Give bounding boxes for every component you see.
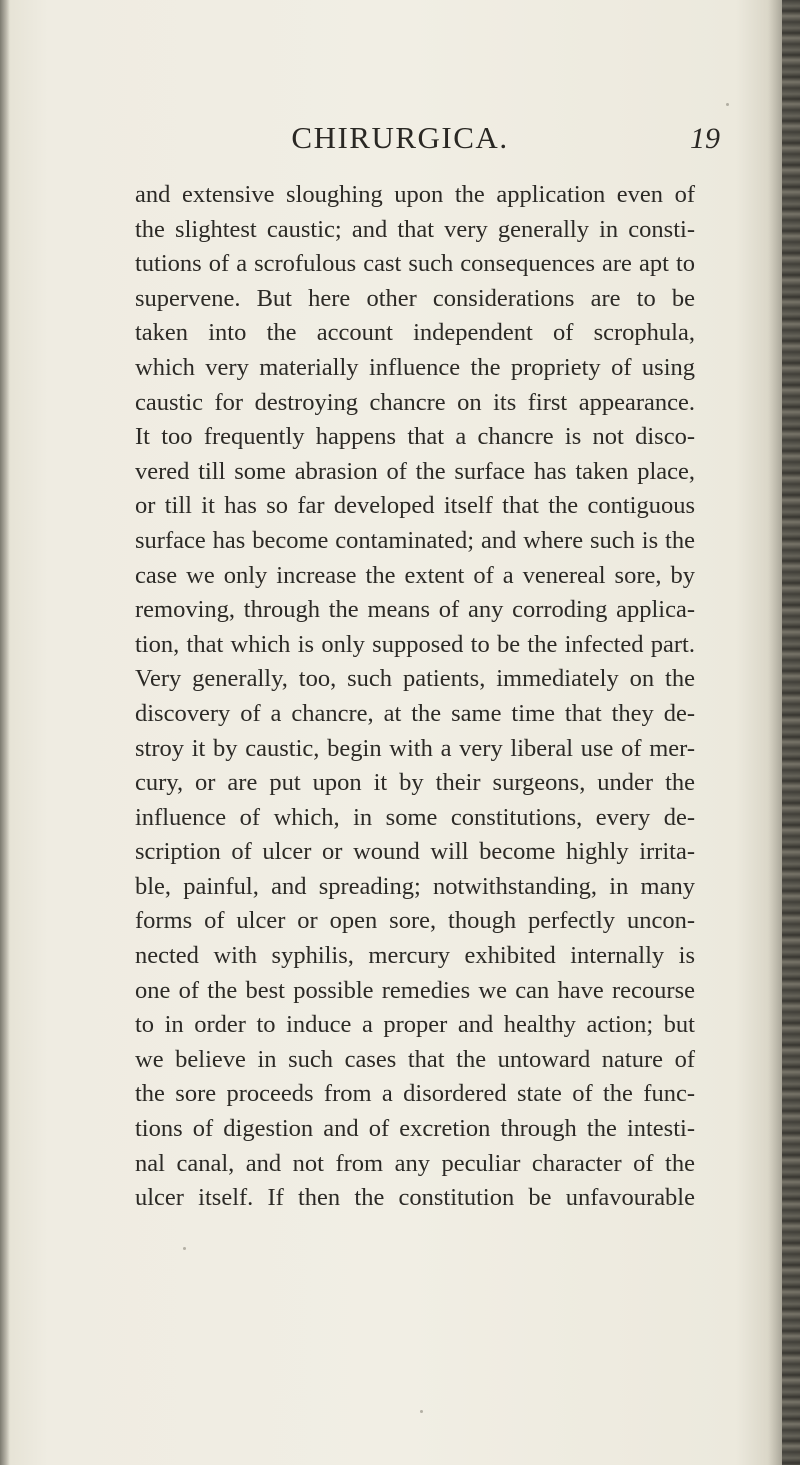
text-line: to in order to induce a proper and healthy action; but (135, 1011, 695, 1039)
running-head: CHIRURGICA. (291, 120, 509, 155)
page-header (0, 120, 800, 164)
text-line: which very materially influence the propriety of using (135, 353, 695, 381)
text-line: surface has become contaminated; and where such is the (135, 526, 695, 554)
text-line: scription of ulcer or wound will become highly irrita- (135, 838, 695, 866)
text-line: cury, or are put upon it by their surgeons, under the (135, 769, 695, 797)
text-line: taken into the account independent of scrophula, (135, 319, 695, 347)
text-line: ulcer itself. If then the constitution be unfavourable (135, 1184, 695, 1212)
text-line: one of the best possible remedies we can have recourse (135, 976, 695, 1004)
text-line: ble, painful, and spreading; notwithstanding, in many (135, 872, 695, 900)
text-line: we believe in such cases that the untoward nature of (135, 1045, 695, 1073)
text-line: nal canal, and not from any peculiar character of the (135, 1149, 695, 1177)
text-line: tions of digestion and of excretion through the intesti- (135, 1115, 695, 1143)
text-line: supervene. But here other considerations are to be (135, 284, 695, 312)
body-text (135, 178, 695, 1216)
page-edge-shade (768, 0, 782, 1465)
text-line: removing, through the means of any corroding applica- (135, 596, 695, 624)
text-line: discovery of a chancre, at the same time that they de- (135, 699, 695, 727)
page-number: 19 (690, 122, 720, 155)
text-line: Very generally, too, such patients, immediately on the (135, 665, 695, 693)
page-gutter-shadow (0, 0, 10, 1465)
text-line: the sore proceeds from a disordered state of the func- (135, 1080, 695, 1108)
text-line: or till it has so far developed itself that the contiguous (135, 492, 695, 520)
text-line: caustic for destroying chancre on its first appearance. (135, 388, 695, 416)
text-line: and extensive sloughing upon the application even of (135, 181, 695, 208)
text-line: vered till some abrasion of the surface has taken place, (135, 457, 695, 485)
text-line: tutions of a scrofulous cast such consequences are apt to (135, 250, 695, 278)
text-line: It too frequently happens that a chancre is not disco- (135, 423, 695, 451)
text-line: stroy it by caustic, begin with a very liberal use of mer- (135, 734, 695, 762)
text-line: case we only increase the extent of a venereal sore, by (135, 561, 695, 589)
text-line: the slightest caustic; and that very generally in consti- (135, 215, 695, 243)
text-line: tion, that which is only supposed to be the infected part. (135, 630, 695, 658)
paper-speck (420, 1410, 423, 1413)
text-line: influence of which, in some constitutions, every de- (135, 803, 695, 831)
paper-speck (726, 103, 729, 106)
text-line: forms of ulcer or open sore, though perfectly uncon- (135, 907, 695, 935)
text-line: nected with syphilis, mercury exhibited internally is (135, 942, 695, 970)
book-binding-edge (782, 0, 800, 1465)
paper-speck (183, 1247, 186, 1250)
